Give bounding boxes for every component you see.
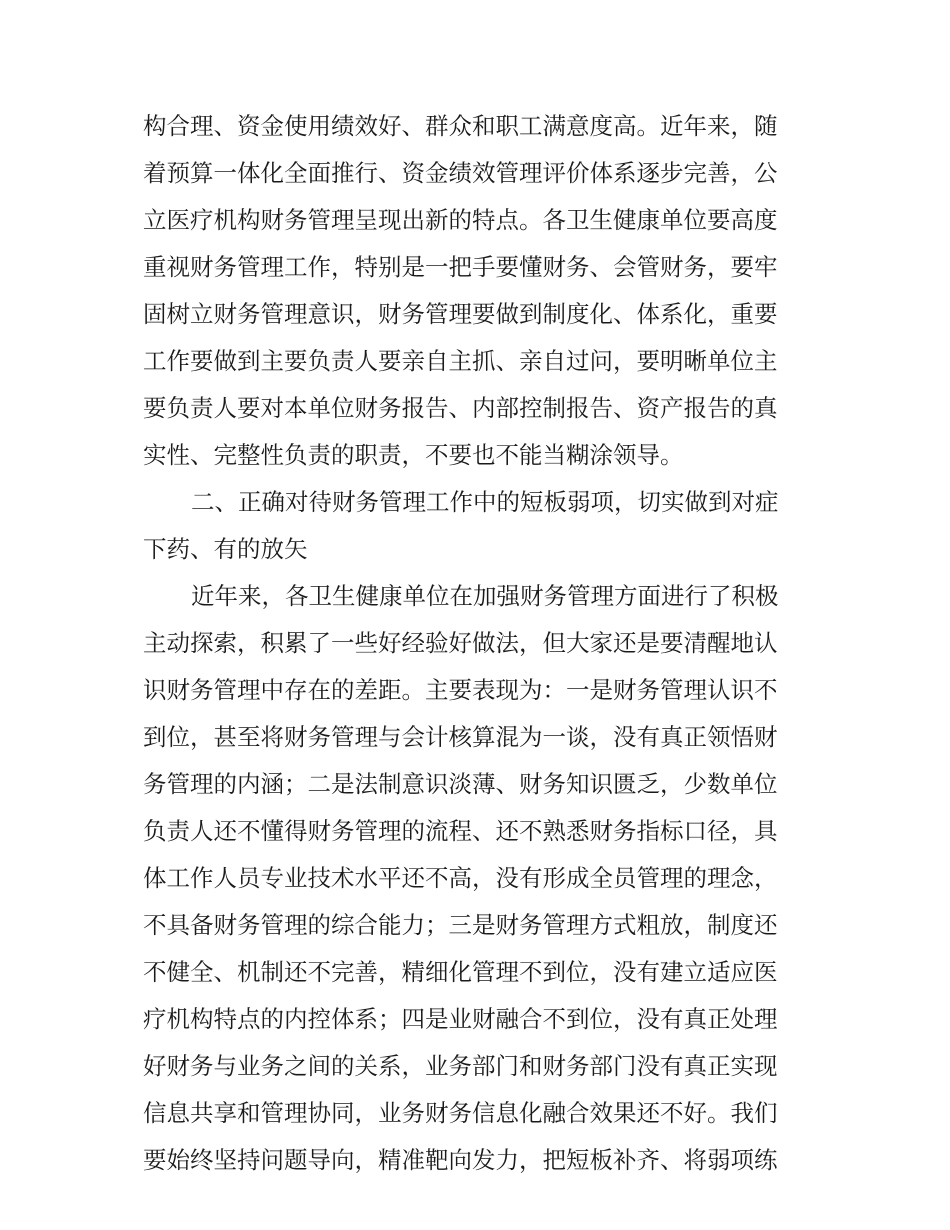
text-line: 体工作人员专业技术水平还不高，没有形成全员管理的理念， <box>143 864 778 892</box>
paragraph-1 <box>143 103 813 479</box>
text-line: 构合理、资金使用绩效好、群众和职工满意度高。近年来，随 <box>143 112 778 140</box>
heading-line: 二、正确对待财务管理工作中的短板弱项，切实做到对症 <box>191 488 779 516</box>
document-body <box>143 103 813 1184</box>
text-line: 工作要做到主要负责人要亲自主抓、亲自过问，要明晰单位主 <box>143 347 778 375</box>
text-line: 要始终坚持问题导向，精准靶向发力，把短板补齐、将弱项练 <box>143 1146 778 1174</box>
text-line: 信息共享和管理协同，业务财务信息化融合效果还不好。我们 <box>143 1099 778 1127</box>
text-line: 务管理的内涵；二是法制意识淡薄、财务知识匮乏，少数单位 <box>143 770 778 798</box>
text-line: 重视财务管理工作，特别是一把手要懂财务、会管财务，要牢 <box>143 253 778 281</box>
text-line: 识财务管理中存在的差距。主要表现为：一是财务管理认识不 <box>143 676 778 704</box>
text-line: 好财务与业务之间的关系，业务部门和财务部门没有真正实现 <box>143 1052 778 1080</box>
text-line: 负责人还不懂得财务管理的流程、还不熟悉财务指标口径，具 <box>143 817 778 845</box>
text-line: 固树立财务管理意识，财务管理要做到制度化、体系化，重要 <box>143 300 778 328</box>
text-line: 实性、完整性负责的职责，不要也不能当糊涂领导。 <box>143 441 684 469</box>
text-line: 主动探索，积累了一些好经验好做法，但大家还是要清醒地认 <box>143 629 778 657</box>
text-line: 不健全、机制还不完善，精细化管理不到位，没有建立适应医 <box>143 958 778 986</box>
paragraph-2 <box>143 573 813 1184</box>
heading-line: 下药、有的放矢 <box>143 535 308 563</box>
text-line: 要负责人要对本单位财务报告、内部控制报告、资产报告的真 <box>143 394 778 422</box>
section-heading <box>143 479 813 573</box>
text-line: 到位，甚至将财务管理与会计核算混为一谈，没有真正领悟财 <box>143 723 778 751</box>
text-line: 疗机构特点的内控体系；四是业财融合不到位，没有真正处理 <box>143 1005 778 1033</box>
text-line: 着预算一体化全面推行、资金绩效管理评价体系逐步完善，公 <box>143 159 778 187</box>
text-line: 近年来，各卫生健康单位在加强财务管理方面进行了积极 <box>191 582 779 610</box>
text-line: 立医疗机构财务管理呈现出新的特点。各卫生健康单位要高度 <box>143 206 778 234</box>
text-line: 不具备财务管理的综合能力；三是财务管理方式粗放，制度还 <box>143 911 778 939</box>
